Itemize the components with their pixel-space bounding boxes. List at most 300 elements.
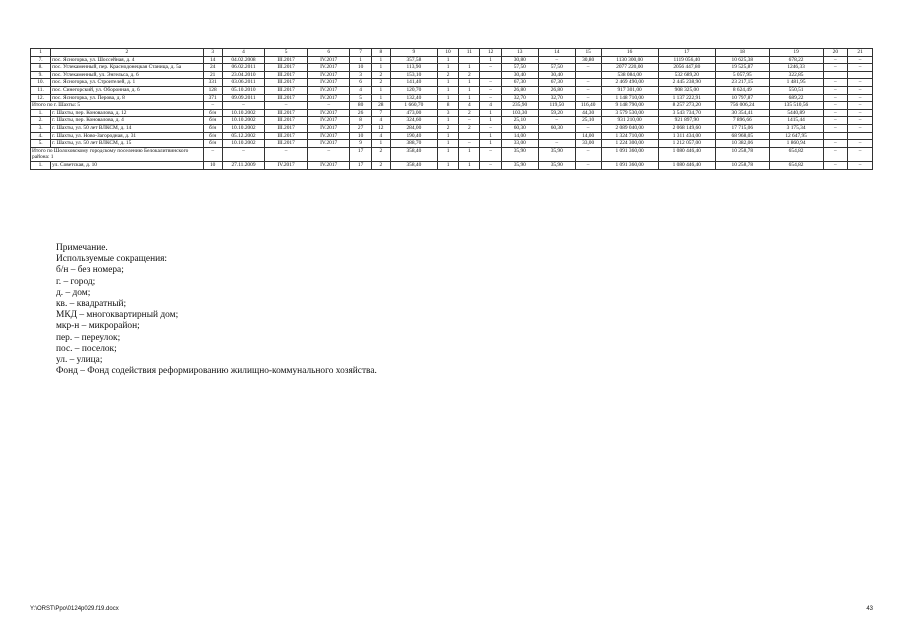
table-cell: 153,10 [390, 71, 437, 79]
table-cell: 1246,33 [769, 64, 823, 72]
table-cell: 09.09.2011 [222, 94, 265, 102]
table-cell: 4 [371, 117, 390, 125]
table-cell: – [307, 147, 350, 161]
table-cell: 116,40 [575, 102, 601, 110]
table-cell: – [823, 79, 848, 87]
table-cell: IV.2017 [307, 94, 350, 102]
table-cell: 1 [480, 132, 501, 140]
table-cell: IV.2017 [307, 79, 350, 87]
table-cell: 1 [480, 117, 501, 125]
column-number-cell: 6 [307, 49, 350, 57]
table-cell: – [265, 102, 308, 110]
table-cell: 931 210,00 [601, 117, 658, 125]
table-cell: 1 [437, 147, 458, 161]
table-cell: – [538, 140, 575, 148]
table-cell: – [823, 64, 848, 72]
table-cell: 67,30 [501, 79, 538, 87]
table-row [31, 140, 873, 148]
table-cell: – [848, 117, 873, 125]
table-row [31, 94, 873, 102]
table-cell [848, 132, 873, 140]
table-cell: 33,00 [575, 140, 601, 148]
table-cell: – [823, 161, 848, 169]
column-number-cell: 18 [715, 49, 769, 57]
table-cell: 113,90 [390, 64, 437, 72]
table-cell: 2 [459, 71, 480, 79]
table-cell: 60,30 [538, 124, 575, 132]
table-cell: 1415,44 [769, 117, 823, 125]
table-cell: III.2017 [265, 124, 308, 132]
table-cell: 26 [350, 109, 371, 117]
table-cell [538, 132, 575, 140]
table-cell: 2 [371, 79, 390, 87]
table-cell: 1 [371, 86, 390, 94]
table-cell: 8. [31, 64, 51, 72]
table-cell: г. Шахты, ул. 50 лет ВЛКСМ, д. 15 [51, 140, 203, 148]
table-cell: – [823, 86, 848, 94]
table-cell: 2 068 149,60 [658, 124, 715, 132]
table-row [31, 147, 873, 161]
table-cell: 1 860,94 [769, 140, 823, 148]
table-cell: 135 510,56 [769, 102, 823, 110]
column-number-cell: 9 [390, 49, 437, 57]
column-number-cell: 2 [51, 49, 203, 57]
table-cell: 1 [437, 132, 458, 140]
table-header-row [31, 49, 873, 57]
table-cell: 1 [437, 64, 458, 72]
table-cell: 10 [350, 64, 371, 72]
table-cell: 9 148 790,00 [601, 102, 658, 110]
table-cell [459, 132, 480, 140]
table-cell: – [480, 124, 501, 132]
table-cell: 8 [437, 102, 458, 110]
abbr-item: г. – город; [56, 276, 96, 287]
table-cell: 4 [459, 102, 480, 110]
table-cell: 60,30 [501, 124, 538, 132]
table-cell: 1 324 710,00 [601, 132, 658, 140]
table-cell: 10 [203, 161, 222, 169]
table-cell: 28 [371, 102, 390, 110]
table-cell: 141,40 [390, 79, 437, 87]
table-cell: 2 089 040,00 [601, 124, 658, 132]
table-cell: б/н [203, 109, 222, 117]
abbr-item: ул. – улица; [56, 355, 103, 366]
table-cell: 3 543 734,70 [658, 109, 715, 117]
table-cell: 57,50 [538, 64, 575, 72]
table-cell: 03.06.2011 [222, 79, 265, 87]
table-cell: 2 445 238,90 [658, 79, 715, 87]
table-cell: 1 [437, 86, 458, 94]
table-cell: 1 [437, 161, 458, 169]
notes-subtitle: Используемые сокращения: [56, 254, 168, 265]
table-cell: 2 [437, 71, 458, 79]
table-cell: 11. [31, 86, 51, 94]
table-cell: – [575, 161, 601, 169]
table-cell: 5 [350, 94, 371, 102]
table-cell: IV.2017 [265, 161, 308, 169]
table-cell: пос. Ясногорка, ул. Перова, д. 8 [51, 94, 203, 102]
table-cell: 04.02.2008 [222, 56, 265, 64]
table-cell: 324,60 [390, 117, 437, 125]
table-cell: г. Шахты, пер. Коновалова, д. 12 [51, 109, 203, 117]
table-cell: 678,22 [769, 56, 823, 64]
table-cell: 26,80 [501, 86, 538, 94]
table-cell: 908 325,00 [658, 86, 715, 94]
table-cell: – [848, 94, 873, 102]
table-cell: 80 [350, 102, 371, 110]
table-cell: 322,85 [769, 71, 823, 79]
table-cell: 284,00 [390, 124, 437, 132]
table-cell: – [307, 102, 350, 110]
table-cell: – [848, 56, 873, 64]
abbr-item: Фонд – Фонд содействия реформированию жилищно-коммунального хозяйства. [56, 366, 377, 377]
table-cell: 7 [371, 109, 390, 117]
table-cell: IV.2017 [307, 132, 350, 140]
table-cell: пос. Углекаменный, пер. Краснодонецкая Станица, д. 5а [51, 64, 203, 72]
table-cell: 190,40 [390, 132, 437, 140]
table-cell: – [823, 117, 848, 125]
table-cell: – [222, 147, 265, 161]
table-cell: 05.10.2010 [222, 86, 265, 94]
table-cell: 2 [459, 124, 480, 132]
table-cell: 3 579 530,00 [601, 109, 658, 117]
table-cell: – [823, 102, 848, 110]
table-cell: 1 148 710,00 [601, 94, 658, 102]
table-cell: 8 [350, 117, 371, 125]
table-cell: ул. Советская, д. 10 [51, 161, 203, 169]
table-cell: 2056 447,80 [658, 64, 715, 72]
abbr-item: МКД – многоквартирный дом; [56, 310, 179, 321]
table-cell: 10.10.2002 [222, 117, 265, 125]
table-cell: 2 [371, 161, 390, 169]
table-cell: 8 257 273,20 [658, 102, 715, 110]
table-cell: 358,40 [390, 147, 437, 161]
table-cell: 120,70 [390, 86, 437, 94]
column-number-cell: 8 [371, 49, 390, 57]
table-cell: 532 689,20 [658, 71, 715, 79]
table-cell: 1 [371, 56, 390, 64]
table-cell: 235,90 [501, 102, 538, 110]
table-cell: 1 [371, 64, 390, 72]
table-cell: 2077 220,00 [601, 64, 658, 72]
table-cell: 1 212 057,00 [658, 140, 715, 148]
table-cell: 1119 056,40 [658, 56, 715, 64]
table-cell: 1 [437, 56, 458, 64]
table-cell: – [575, 94, 601, 102]
table-cell: – [823, 94, 848, 102]
table-cell: 17 [350, 161, 371, 169]
table-cell: – [823, 56, 848, 64]
table-cell: пос. Углекаменный, ул. Энгельса, д. 6 [51, 71, 203, 79]
table-cell: 1 [459, 86, 480, 94]
table-cell: – [480, 161, 501, 169]
table-cell: б/н [203, 140, 222, 148]
table-cell: 68 968,05 [715, 132, 769, 140]
column-number-cell: 7 [350, 49, 371, 57]
table-cell: 59,20 [538, 109, 575, 117]
table-cell: III.2017 [265, 132, 308, 140]
table-cell: 30,40 [538, 71, 575, 79]
table-cell: 3. [31, 124, 51, 132]
table-cell: 1 311 434,00 [658, 132, 715, 140]
table-cell: – [823, 109, 848, 117]
table-cell: 1 [350, 56, 371, 64]
table-cell: IV.2017 [307, 56, 350, 64]
abbr-item: д. – дом; [56, 287, 91, 298]
table-cell: 9 [350, 140, 371, 148]
abbr-item: пер. – переулок; [56, 332, 121, 343]
table-cell: 1 [480, 140, 501, 148]
table-cell: 57,50 [501, 64, 538, 72]
table-cell: 10. [31, 79, 51, 87]
table-cell: III.2017 [265, 140, 308, 148]
table-row [31, 56, 873, 64]
column-number-cell: 5 [265, 49, 308, 57]
table-cell: 132,40 [390, 94, 437, 102]
table-cell: – [538, 56, 575, 64]
table-cell: 3 175,34 [769, 124, 823, 132]
column-number-cell: 21 [848, 49, 873, 57]
table-cell: 4. [31, 132, 51, 140]
table-cell: пос. Ясногорка, ул. Шоссейная, д. 4 [51, 56, 203, 64]
table-cell: 4 [371, 132, 390, 140]
table-cell: пос. Ясногорка, ул. Строителей, д. 1 [51, 79, 203, 87]
table-cell: – [480, 147, 501, 161]
table-cell: 35,90 [538, 147, 575, 161]
table-cell: 30,40 [501, 71, 538, 79]
table-cell: г. Шахты, ул. 50 лет ВЛКСМ, д. 14 [51, 124, 203, 132]
column-number-cell: 20 [823, 49, 848, 57]
table-cell: 35,90 [501, 161, 538, 169]
table-cell: 25,10 [501, 117, 538, 125]
table-cell: 1 [437, 140, 458, 148]
table-cell [480, 71, 501, 79]
table-cell: 1 080 446,40 [658, 161, 715, 169]
table-cell [823, 71, 848, 79]
table-cell: 1 091 360,00 [601, 147, 658, 161]
table-cell: 10 382,06 [715, 140, 769, 148]
table-cell: 1 [371, 94, 390, 102]
table-row [31, 124, 873, 132]
table-cell: 10 [350, 132, 371, 140]
table-cell: 1 [437, 94, 458, 102]
table-cell: 30,80 [575, 56, 601, 64]
table-cell: б/н [203, 117, 222, 125]
column-number-cell: 3 [203, 49, 222, 57]
column-number-cell: 14 [538, 49, 575, 57]
table-cell: 3 [437, 109, 458, 117]
table-cell: III.2017 [265, 109, 308, 117]
table-cell: IV.2017 [307, 86, 350, 94]
table-cell: III.2017 [265, 86, 308, 94]
table-cell: 4 [350, 86, 371, 94]
table-cell: 7 896,66 [715, 117, 769, 125]
table-cell: 1 660,70 [390, 102, 437, 110]
table-cell: IV.2017 [307, 117, 350, 125]
table-cell: 2 [371, 147, 390, 161]
column-number-cell: 13 [501, 49, 538, 57]
table-cell: – [203, 147, 222, 161]
table-cell: 30,80 [501, 56, 538, 64]
table-cell: – [848, 124, 873, 132]
table-cell: – [480, 86, 501, 94]
table-cell: 5. [31, 140, 51, 148]
table-cell: 1 [459, 79, 480, 87]
table-cell: 5440,89 [769, 109, 823, 117]
table-cell: – [848, 161, 873, 169]
table-cell: Итого по Шолоховскому городскому поселению Белокалитвинского района: 1 [31, 147, 204, 161]
table-cell: 21 [203, 71, 222, 79]
table-cell: 17 [350, 147, 371, 161]
table-cell: III.2017 [265, 64, 308, 72]
table-cell: 1 091 360,00 [601, 161, 658, 169]
table-cell: 32,70 [538, 94, 575, 102]
table-cell: – [459, 117, 480, 125]
table-cell: – [480, 94, 501, 102]
table-cell: 654,82 [769, 161, 823, 169]
table-cell [459, 56, 480, 64]
abbr-item: б/н – без номера; [56, 265, 124, 276]
table-cell: III.2017 [265, 71, 308, 79]
table-cell: 1130 300,00 [601, 56, 658, 64]
table-cell: 6 [350, 79, 371, 87]
table-cell: – [480, 64, 501, 72]
table-cell: – [848, 109, 873, 117]
table-cell: 1 224 300,00 [601, 140, 658, 148]
table-cell: 357,58 [390, 56, 437, 64]
table-cell [848, 71, 873, 79]
table-cell: 1 [459, 161, 480, 169]
abbr-item: мкр-н – микрорайон; [56, 321, 140, 332]
table-cell: 5 057,95 [715, 71, 769, 79]
column-number-cell: 1 [31, 49, 51, 57]
table-cell: 10 258,78 [715, 161, 769, 169]
table-cell: 10.10.2002 [222, 124, 265, 132]
table-cell: 23.04.2010 [222, 71, 265, 79]
table-cell: 654,82 [769, 147, 823, 161]
table-cell: 1 [371, 140, 390, 148]
table-cell: 10 258,78 [715, 147, 769, 161]
table-cell: – [575, 124, 601, 132]
table-cell: – [575, 64, 601, 72]
table-cell: б/н [203, 132, 222, 140]
table-cell: III.2017 [265, 117, 308, 125]
abbr-item: кв. – квадратный; [56, 299, 127, 310]
table-cell: 3 [350, 71, 371, 79]
table-cell: 10 797,87 [715, 94, 769, 102]
table-cell: 12 647,95 [769, 132, 823, 140]
table-cell: 25,10 [575, 117, 601, 125]
table-cell: 35,90 [538, 161, 575, 169]
table-cell: 1 080 446,40 [658, 147, 715, 161]
table-row [31, 109, 873, 117]
table-cell: 1 137 222,91 [658, 94, 715, 102]
table-cell: 1 [480, 56, 501, 64]
table-cell: 10 625,38 [715, 56, 769, 64]
table-cell: 756 006,24 [715, 102, 769, 110]
table-cell: – [848, 86, 873, 94]
table-cell: IV.2017 [307, 109, 350, 117]
table-cell: 06.02.2011 [222, 64, 265, 72]
table-cell: 331 [203, 79, 222, 87]
column-number-cell: 10 [437, 49, 458, 57]
table-cell: 14,00 [501, 132, 538, 140]
table-cell: 26,80 [538, 86, 575, 94]
table-cell: г. Шахты, пер. Коновалова, д. 4 [51, 117, 203, 125]
table-cell: 119,50 [538, 102, 575, 110]
table-cell: 19 525,87 [715, 64, 769, 72]
table-cell: 32,70 [501, 94, 538, 102]
table-cell: – [459, 140, 480, 148]
table-cell: – [222, 102, 265, 110]
table-cell: 2 [371, 71, 390, 79]
table-cell: б/н [203, 124, 222, 132]
table-row [31, 64, 873, 72]
column-number-cell: 16 [601, 49, 658, 57]
table-cell: IV.2017 [307, 161, 350, 169]
table-cell: 27.11.2009 [222, 161, 265, 169]
table-row [31, 117, 873, 125]
table-cell: 27 [350, 124, 371, 132]
table-body [31, 49, 873, 170]
table-cell: 12 [371, 124, 390, 132]
table-row [31, 79, 873, 87]
table-cell: пос. Синегорский, ул. Оборонная, д. 6 [51, 86, 203, 94]
table-cell: 103,30 [501, 109, 538, 117]
table-cell [575, 71, 601, 79]
table-cell: III.2017 [265, 79, 308, 87]
table-cell: 33,00 [501, 140, 538, 148]
table-cell: г. Шахты, ул. Ново-Загородная, д. 31 [51, 132, 203, 140]
table-cell: IV.2017 [307, 71, 350, 79]
table-cell [823, 132, 848, 140]
table-cell: 1 [459, 94, 480, 102]
table-cell: 550,51 [769, 86, 823, 94]
table-cell: 35,90 [501, 147, 538, 161]
column-number-cell: 19 [769, 49, 823, 57]
table-cell: 1 [459, 147, 480, 161]
notes-title: Примечание. [56, 243, 108, 253]
table-row [31, 71, 873, 79]
table-cell: – [848, 102, 873, 110]
table-cell: 05.12.2002 [222, 132, 265, 140]
table-cell: – [823, 124, 848, 132]
table-cell: 473,00 [390, 109, 437, 117]
table-cell: 1 [459, 64, 480, 72]
table-cell: 44,30 [575, 109, 601, 117]
table-cell: 67,30 [538, 79, 575, 87]
table-row [31, 102, 873, 110]
table-cell: 2 [437, 124, 458, 132]
footer-file-path: Y:\ORST\Ppo\0124p029.f19.docx [30, 606, 119, 612]
table-cell: 1 [480, 109, 501, 117]
table-cell: – [575, 79, 601, 87]
table-cell: IV.2017 [307, 124, 350, 132]
table-cell: 4 [480, 102, 501, 110]
table-cell: 14,00 [575, 132, 601, 140]
table-cell: 14 [203, 56, 222, 64]
table-cell: 2 469 490,00 [601, 79, 658, 87]
table-cell: 1. [31, 161, 51, 169]
table-cell: 388,70 [390, 140, 437, 148]
table-cell: IV.2017 [307, 64, 350, 72]
table-cell: III.2017 [265, 94, 308, 102]
table-row [31, 161, 873, 169]
table-cell: 689,22 [769, 94, 823, 102]
abbr-item: пос. – поселок; [56, 343, 117, 354]
column-number-cell: 15 [575, 49, 601, 57]
column-number-cell: 4 [222, 49, 265, 57]
